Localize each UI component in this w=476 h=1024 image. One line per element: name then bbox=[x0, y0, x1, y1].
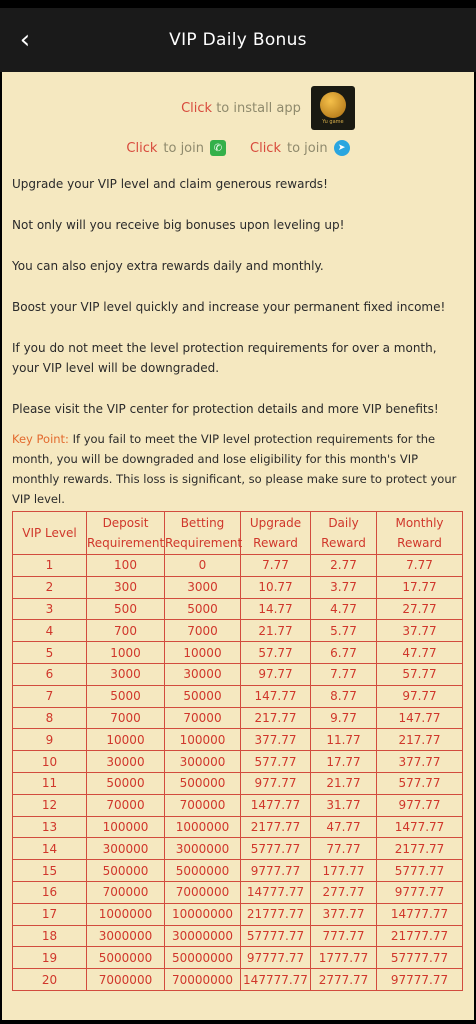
table-row bbox=[13, 642, 463, 664]
table-cell: 11.77 bbox=[311, 729, 377, 751]
table-cell: 6.77 bbox=[311, 642, 377, 664]
table-cell: 17.77 bbox=[311, 751, 377, 773]
table-cell: 5000 bbox=[87, 685, 165, 707]
table-cell: 16 bbox=[13, 881, 87, 903]
table-row bbox=[13, 685, 463, 707]
table-row bbox=[13, 555, 463, 577]
table-cell: 377.77 bbox=[311, 903, 377, 925]
table-cell: 1 bbox=[13, 555, 87, 577]
table-row bbox=[13, 576, 463, 598]
table-cell: 377.77 bbox=[241, 729, 311, 751]
header-upgrade: Upgrade Reward bbox=[241, 512, 311, 555]
table-cell: 70000 bbox=[87, 794, 165, 816]
page-title: VIP Daily Bonus bbox=[169, 30, 307, 50]
table-cell: 300 bbox=[87, 576, 165, 598]
table-cell: 100000 bbox=[87, 816, 165, 838]
table-cell: 577.77 bbox=[377, 772, 463, 794]
table-row bbox=[13, 838, 463, 860]
table-cell: 31.77 bbox=[311, 794, 377, 816]
table-cell: 277.77 bbox=[311, 881, 377, 903]
join-row bbox=[12, 138, 464, 158]
whatsapp-icon: ✆ bbox=[210, 140, 226, 156]
table-cell: 5000 bbox=[165, 598, 241, 620]
table-cell: 9777.77 bbox=[241, 860, 311, 882]
table-cell: 217.77 bbox=[241, 707, 311, 729]
table-cell: 0 bbox=[165, 555, 241, 577]
table-cell: 20 bbox=[13, 969, 87, 991]
table-cell: 100000 bbox=[165, 729, 241, 751]
table-cell: 50000 bbox=[165, 685, 241, 707]
table-row bbox=[13, 751, 463, 773]
table-cell: 17.77 bbox=[377, 576, 463, 598]
table-cell: 57777.77 bbox=[377, 947, 463, 969]
table-cell: 7000 bbox=[165, 620, 241, 642]
table-cell: 500000 bbox=[165, 772, 241, 794]
paragraph-vip-center: Please visit the VIP center for protection details and more VIP benefits! bbox=[12, 402, 439, 416]
table-cell: 47.77 bbox=[377, 642, 463, 664]
key-point bbox=[12, 429, 464, 509]
table-row bbox=[13, 707, 463, 729]
table-row bbox=[13, 772, 463, 794]
table-cell: 700000 bbox=[87, 881, 165, 903]
table-cell: 70000 bbox=[165, 707, 241, 729]
table-cell: 2.77 bbox=[311, 555, 377, 577]
table-cell: 14777.77 bbox=[241, 881, 311, 903]
table-cell: 3 bbox=[13, 598, 87, 620]
header-monthly: Monthly Reward bbox=[377, 512, 463, 555]
table-cell: 14 bbox=[13, 838, 87, 860]
table-row bbox=[13, 903, 463, 925]
table-row bbox=[13, 794, 463, 816]
table-cell: 12 bbox=[13, 794, 87, 816]
table-cell: 4.77 bbox=[311, 598, 377, 620]
table-cell: 5.77 bbox=[311, 620, 377, 642]
table-cell: 77.77 bbox=[311, 838, 377, 860]
table-cell: 500 bbox=[87, 598, 165, 620]
table-cell: 700 bbox=[87, 620, 165, 642]
paragraph-downgrade: If you do not meet the level protection requirements for over a month, your VIP level will be downgraded. bbox=[12, 341, 437, 375]
table-cell: 147777.77 bbox=[241, 969, 311, 991]
table-row bbox=[13, 620, 463, 642]
table-cell: 217.77 bbox=[377, 729, 463, 751]
table-cell: 21777.77 bbox=[377, 925, 463, 947]
table-cell: 97.77 bbox=[377, 685, 463, 707]
table-row bbox=[13, 663, 463, 685]
table-cell: 1777.77 bbox=[311, 947, 377, 969]
telegram-icon: ➤ bbox=[334, 140, 350, 156]
table-cell: 4 bbox=[13, 620, 87, 642]
app-header bbox=[0, 8, 476, 72]
table-cell: 977.77 bbox=[241, 772, 311, 794]
key-point-text: If you fail to meet the VIP level protection requirements for the month, you will be downgraded and lose eligibility for this month's VIP monthly rewards. This loss is significant, so please make sure to protect your VIP level. bbox=[12, 432, 457, 506]
install-app-text: to install app bbox=[216, 100, 301, 116]
table-cell: 2177.77 bbox=[377, 838, 463, 860]
table-header-row bbox=[13, 512, 463, 555]
table-cell: 21.77 bbox=[311, 772, 377, 794]
table-cell: 30000 bbox=[87, 751, 165, 773]
table-cell: 10000000 bbox=[165, 903, 241, 925]
join-whatsapp-click-word: Click bbox=[126, 140, 158, 156]
table-cell: 300000 bbox=[87, 838, 165, 860]
table-cell: 7000000 bbox=[165, 881, 241, 903]
table-cell: 50000000 bbox=[165, 947, 241, 969]
table-cell: 100 bbox=[87, 555, 165, 577]
table-cell: 177.77 bbox=[311, 860, 377, 882]
table-cell: 27.77 bbox=[377, 598, 463, 620]
header-vip-level: VIP Level bbox=[13, 512, 87, 555]
table-cell: 1477.77 bbox=[241, 794, 311, 816]
table-cell: 14777.77 bbox=[377, 903, 463, 925]
table-cell: 1000000 bbox=[87, 903, 165, 925]
table-row bbox=[13, 881, 463, 903]
table-cell: 700000 bbox=[165, 794, 241, 816]
table-cell: 5777.77 bbox=[377, 860, 463, 882]
table-row bbox=[13, 598, 463, 620]
table-cell: 7.77 bbox=[311, 663, 377, 685]
paragraph-bonuses: Not only will you receive big bonuses upon leveling up! bbox=[12, 218, 345, 232]
table-row bbox=[13, 969, 463, 991]
table-cell: 5777.77 bbox=[241, 838, 311, 860]
table-cell: 2177.77 bbox=[241, 816, 311, 838]
table-cell: 3000000 bbox=[165, 838, 241, 860]
table-row bbox=[13, 947, 463, 969]
table-cell: 97777.77 bbox=[377, 969, 463, 991]
table-cell: 10000 bbox=[165, 642, 241, 664]
table-cell: 15 bbox=[13, 860, 87, 882]
table-cell: 500000 bbox=[87, 860, 165, 882]
table-cell: 70000000 bbox=[165, 969, 241, 991]
table-cell: 37.77 bbox=[377, 620, 463, 642]
table-cell: 8 bbox=[13, 707, 87, 729]
table-cell: 7000 bbox=[87, 707, 165, 729]
table-cell: 19 bbox=[13, 947, 87, 969]
paragraph-extra-rewards: You can also enjoy extra rewards daily and monthly. bbox=[12, 259, 324, 273]
content-panel bbox=[2, 72, 474, 1020]
join-telegram-click-word: Click bbox=[250, 140, 281, 156]
table-cell: 11 bbox=[13, 772, 87, 794]
table-cell: 5 bbox=[13, 642, 87, 664]
table-cell: 3000000 bbox=[87, 925, 165, 947]
install-click-word: Click bbox=[181, 100, 213, 116]
install-row bbox=[12, 86, 464, 130]
table-cell: 47.77 bbox=[311, 816, 377, 838]
join-whatsapp-link[interactable] bbox=[126, 140, 226, 156]
table-cell: 7 bbox=[13, 685, 87, 707]
table-cell: 300000 bbox=[165, 751, 241, 773]
table-cell: 147.77 bbox=[241, 685, 311, 707]
table-cell: 21777.77 bbox=[241, 903, 311, 925]
table-cell: 10 bbox=[13, 751, 87, 773]
table-cell: 30000000 bbox=[165, 925, 241, 947]
table-cell: 21.77 bbox=[241, 620, 311, 642]
table-cell: 57.77 bbox=[241, 642, 311, 664]
table-cell: 3.77 bbox=[311, 576, 377, 598]
table-cell: 7000000 bbox=[87, 969, 165, 991]
table-cell: 57777.77 bbox=[241, 925, 311, 947]
table-cell: 777.77 bbox=[311, 925, 377, 947]
table-cell: 2 bbox=[13, 576, 87, 598]
back-chevron-icon[interactable]: ‹ bbox=[19, 25, 31, 55]
table-cell: 7.77 bbox=[377, 555, 463, 577]
table-row bbox=[13, 925, 463, 947]
table-cell: 5000000 bbox=[87, 947, 165, 969]
coin-icon bbox=[320, 92, 346, 118]
table-cell: 2777.77 bbox=[311, 969, 377, 991]
table-cell: 14.77 bbox=[241, 598, 311, 620]
table-row bbox=[13, 816, 463, 838]
table-cell: 577.77 bbox=[241, 751, 311, 773]
table-cell: 3000 bbox=[165, 576, 241, 598]
table-cell: 1000 bbox=[87, 642, 165, 664]
join-whatsapp-text: to join bbox=[163, 140, 204, 156]
table-cell: 50000 bbox=[87, 772, 165, 794]
table-cell: 97777.77 bbox=[241, 947, 311, 969]
join-telegram-text: to join bbox=[286, 140, 328, 156]
header-betting: Betting Requirement bbox=[165, 512, 241, 555]
table-cell: 1477.77 bbox=[377, 816, 463, 838]
app-logo-text: Yu game bbox=[322, 119, 344, 125]
table-cell: 1000000 bbox=[165, 816, 241, 838]
table-cell: 9 bbox=[13, 729, 87, 751]
table-row bbox=[13, 729, 463, 751]
table-cell: 10000 bbox=[87, 729, 165, 751]
paragraph-boost: Boost your VIP level quickly and increase your permanent fixed income! bbox=[12, 300, 446, 314]
table-cell: 9777.77 bbox=[377, 881, 463, 903]
table-cell: 18 bbox=[13, 925, 87, 947]
table-cell: 57.77 bbox=[377, 663, 463, 685]
app-logo-icon[interactable] bbox=[311, 86, 355, 130]
table-cell: 10.77 bbox=[241, 576, 311, 598]
table-cell: 977.77 bbox=[377, 794, 463, 816]
table-cell: 147.77 bbox=[377, 707, 463, 729]
table-cell: 30000 bbox=[165, 663, 241, 685]
key-point-label: Key Point: bbox=[12, 432, 69, 446]
table-cell: 97.77 bbox=[241, 663, 311, 685]
table-cell: 17 bbox=[13, 903, 87, 925]
vip-table bbox=[12, 511, 463, 991]
table-cell: 377.77 bbox=[377, 751, 463, 773]
table-cell: 3000 bbox=[87, 663, 165, 685]
table-cell: 6 bbox=[13, 663, 87, 685]
header-daily: Daily Reward bbox=[311, 512, 377, 555]
table-cell: 9.77 bbox=[311, 707, 377, 729]
table-cell: 5000000 bbox=[165, 860, 241, 882]
paragraph-upgrade: Upgrade your VIP level and claim generous rewards! bbox=[12, 177, 328, 191]
join-telegram-link[interactable] bbox=[250, 140, 350, 156]
install-app-link[interactable] bbox=[181, 101, 301, 116]
header-deposit: Deposit Requirement bbox=[87, 512, 165, 555]
status-bar bbox=[0, 0, 476, 8]
table-row bbox=[13, 860, 463, 882]
table-cell: 7.77 bbox=[241, 555, 311, 577]
table-cell: 13 bbox=[13, 816, 87, 838]
table-cell: 8.77 bbox=[311, 685, 377, 707]
